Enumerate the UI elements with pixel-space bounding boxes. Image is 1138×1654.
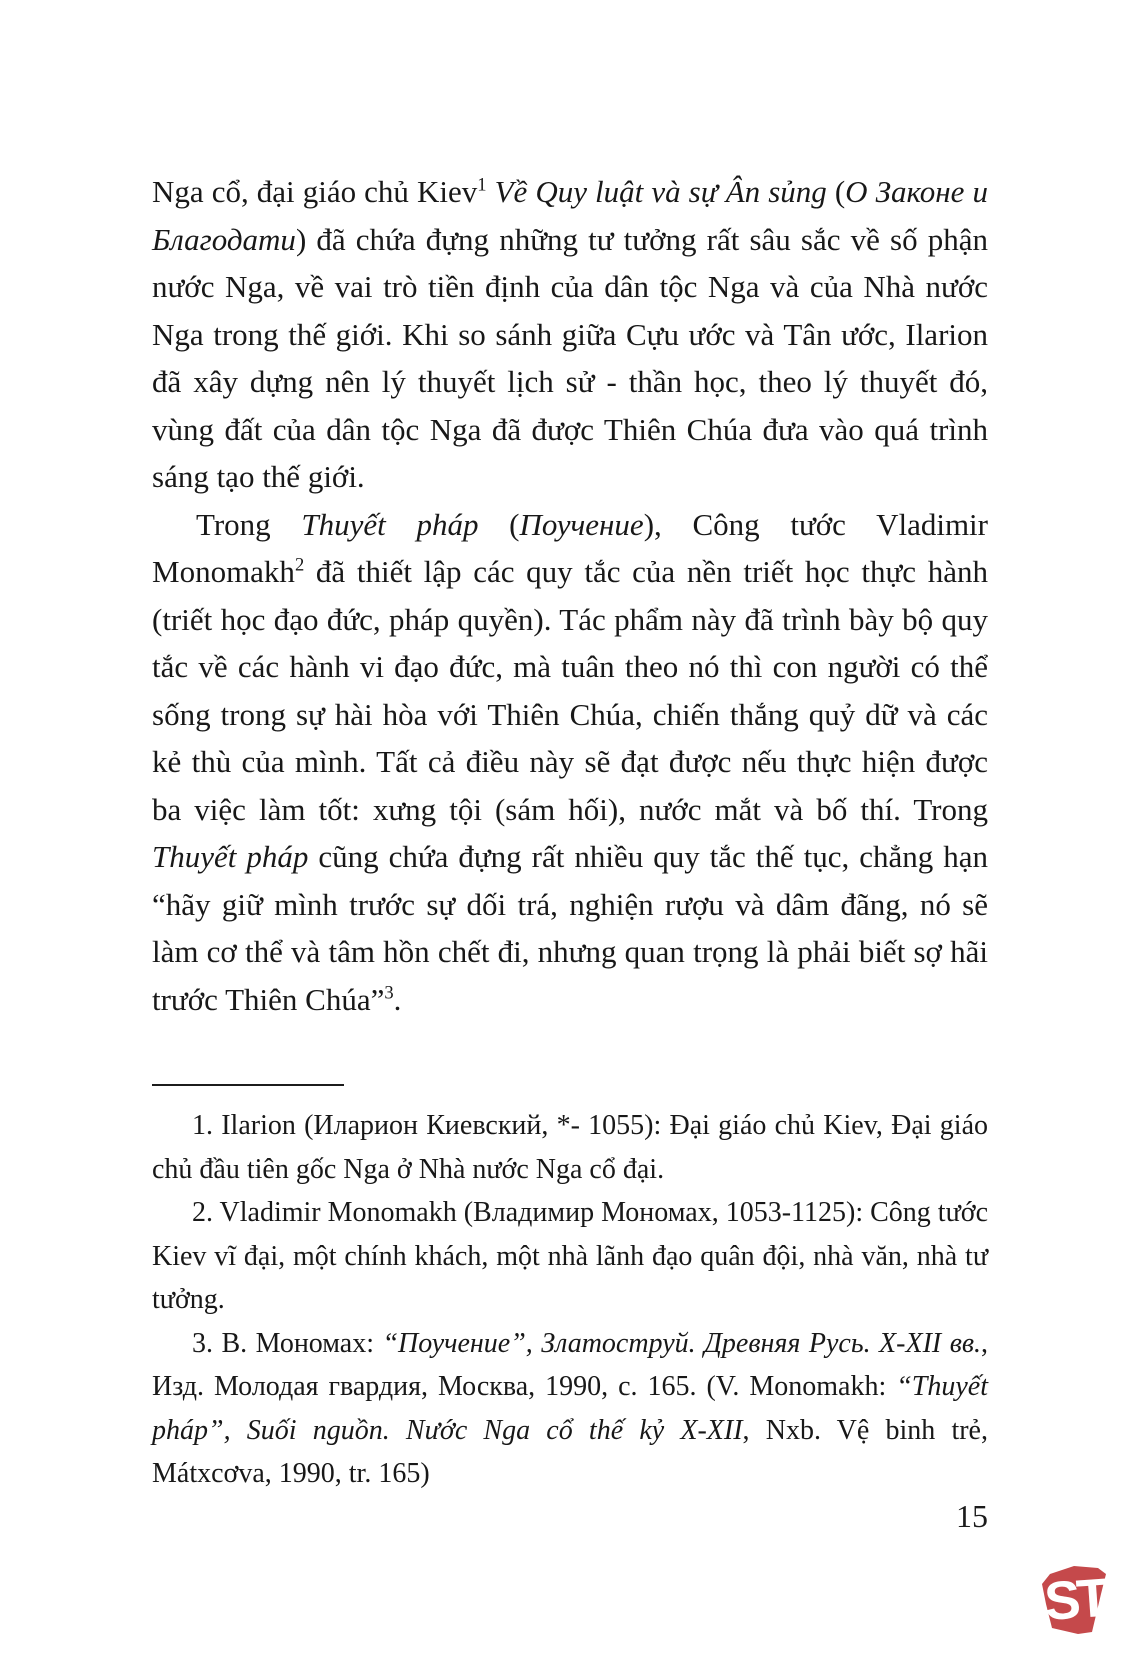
main-text-block [152,168,988,1023]
st-logo-icon [1038,1560,1110,1638]
body-paragraph-thuyet-phap: Trong Thuyết pháp (Поучение), Công tước Vladimir Monomakh$^2$ đã thiết lập các quy tắc của nền triết học thực hành (triết học đạo đức, pháp quyền). Tác phẩm này đã trình bày bộ quy tắc về các hành vi đạo đức, mà tuân theo nó thì con người có thể sống trong sự hài hòa với Thiên Chúa, chiến thắng quỷ dữ và các kẻ thù của mình. Tất cả điều này sẽ đạt được nếu thực hiện được ba việc làm tốt: xưng tội (sám hối), nước mắt và bố thí. Trong Thuyết pháp cũng chứa đựng rất nhiều quy tắc thế tục, chẳng hạn “hãy giữ mình trước sự dối trá, nghiện rượu và dâm đãng, nó sẽ làm cơ thể và tâm hồn chết đi, nhưng quan trọng là phải biết sợ hãi trước Thiên Chúa”$^3$. [152,506,988,1017]
logo-text: ST [1042,1567,1108,1632]
footnote-2: 2. Vladimir Monomakh (Владимир Мономах, 1053-1125): Công tước Kiev vĩ đại, một chính khách, một nhà lãnh đạo quân đội, nhà văn, nhà tư tưởng. [152,1197,988,1315]
footnote-3: 3. В. Мономах: “Поучение”, Златоструй. Древняя Русь. X-XII вв., Изд. Молодая гвардия, Москва, 1990, с. 165. (V. Monomakh: “Thuyết pháp”, Suối nguồn. Nước Nga cổ thế kỷ X-XII, Nxb. Vệ binh trẻ, Mátxcơva, 1990, tr. 165) [152,1327,988,1489]
publisher-logo [1038,1560,1110,1638]
page-number: 15 [956,1498,988,1534]
body-paragraph-opening: Nga cổ, đại giáo chủ Kiev$^1$ Về Quy luật và sự Ân sủng (О Законе и Благодати) đã chứa đựng những tư tưởng rất sâu sắc về số phận nước Nga, về vai trò tiền định của dân tộc Nga và của Nhà nước Nga trong thế giới. Khi so sánh giữa Cựu ước và Tân ước, Ilarion đã xây dựng nên lý thuyết lịch sử - thần học, theo lý thuyết đó, vùng đất của dân tộc Nga đã được Thiên Chúa đưa vào quá trình sáng tạo thế giới. [152,174,988,494]
footnote-separator [152,1084,344,1086]
footnote-1: 1. Ilarion (Иларион Киевский, *- 1055): Đại giáo chủ Kiev, Đại giáo chủ đầu tiên gốc Nga ở Nhà nước Nga cổ đại. [152,1110,988,1185]
footnotes-block [152,1104,988,1496]
